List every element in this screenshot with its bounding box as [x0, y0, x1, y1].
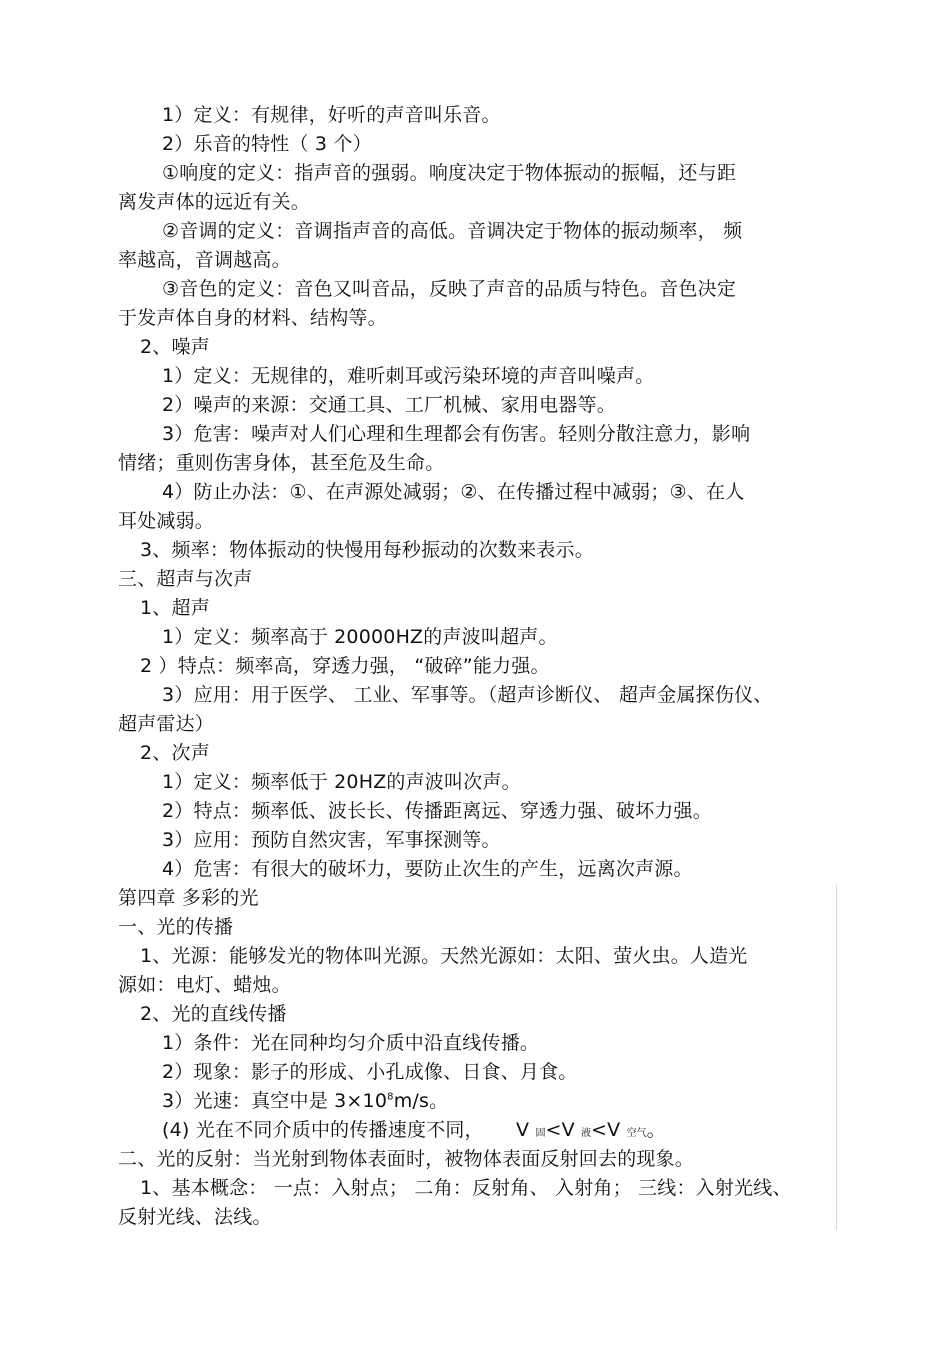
section-heading: 2、次声: [140, 742, 210, 764]
less-than-symbol: <V: [545, 1119, 575, 1141]
text-line: 1、光源：能够发光的物体叫光源。天然光源如：太阳、萤火虫。人造光: [140, 945, 748, 967]
margin-rule: [836, 885, 837, 1230]
text-line: 反射光线、法线。: [118, 1206, 272, 1228]
text-line: 1）定义：频率低于 20HZ的声波叫次声。: [162, 771, 521, 793]
light-speed-suffix: m/s。: [393, 1090, 449, 1112]
text-line: 2）特点：频率低、波长长、传播距离远、穿透力强、破坏力强。: [162, 800, 712, 822]
text-line: 1）条件：光在同种均匀介质中沿直线传播。: [162, 1032, 540, 1054]
text-line: ③音色的定义：音色又叫音品，反映了声音的品质与特色。音色决定: [162, 278, 737, 300]
text-line: 3）危害：噪声对人们心理和生理都会有伤害。轻则分散注意力，影响: [162, 423, 751, 445]
subscript-air: 空气: [626, 1128, 647, 1139]
chapter-section-heading: 二、光的反射：当光射到物体表面时，被物体表面反射回去的现象。: [118, 1148, 695, 1170]
light-speed-prefix: 3）光速：真空中是 3×10: [162, 1090, 388, 1112]
section-heading: 3、频率：物体振动的快慢用每秒振动的次数来表示。: [140, 539, 594, 561]
text-line: 于发声体自身的材料、结构等。: [118, 307, 387, 329]
text-line: 4）防止办法：①、在声源处减弱；②、在传播过程中减弱；③、在人: [162, 481, 745, 503]
section-heading: 2、噪声: [140, 336, 210, 358]
text-line: 1）定义：有规律，好听的声音叫乐音。: [162, 104, 501, 126]
text-line: 超声雷达）: [118, 713, 215, 735]
text-line: ②音调的定义：音调指声音的高低。音调决定于物体的振动频率， 频: [162, 220, 743, 242]
text-line: 3）应用：预防自然灾害，军事探测等。: [162, 829, 501, 851]
text-line: 1）定义：无规律的，难听刺耳或污染环境的声音叫噪声。: [162, 365, 655, 387]
velocity-text: (4) 光在不同介质中的传播速度不同，: [162, 1119, 484, 1141]
subscript-liquid: 液: [581, 1128, 592, 1139]
text-line: 1）定义：频率高于 20000HZ的声波叫超声。: [162, 626, 558, 648]
text-line: 2）噪声的来源：交通工具、工厂机械、家用电器等。: [162, 394, 616, 416]
text-line: 源如：电灯、蜡烛。: [118, 974, 291, 996]
less-than-symbol: <V: [591, 1119, 621, 1141]
velocity-comparison-line: [162, 1117, 666, 1147]
text-line: 率越高，音调越高。: [118, 249, 291, 271]
light-speed-line: [162, 1088, 448, 1114]
chapter-section-heading: 三、超声与次声: [118, 568, 253, 590]
text-line: 2）现象：影子的形成、小孔成像、日食、月食。: [162, 1061, 578, 1083]
text-line: 情绪；重则伤害身体，甚至危及生命。: [118, 452, 445, 474]
text-line: 离发声体的远近有关。: [118, 191, 311, 213]
text-line: 2）乐音的特性（ 3 个）: [162, 133, 372, 155]
text-line: 耳处减弱。: [118, 510, 215, 532]
section-heading: 1、超声: [140, 597, 210, 619]
velocity-symbol: V: [516, 1119, 530, 1141]
chapter-section-heading: 一、光的传播: [118, 916, 234, 938]
period: 。: [646, 1119, 666, 1141]
text-line: 1、基本概念： 一点：入射点； 二角：反射角、 入射角； 三线：入射光线、: [140, 1177, 792, 1199]
text-line: 2 ）特点：频率高，穿透力强， “破碎”能力强。: [140, 655, 550, 677]
exponent: 8: [387, 1091, 394, 1103]
chapter-title: 第四章 多彩的光: [118, 887, 259, 909]
text-line: 4）危害：有很大的破坏力，要防止次生的产生，远离次声源。: [162, 858, 693, 880]
section-heading: 2、光的直线传播: [140, 1003, 287, 1025]
text-line: 3）应用：用于医学、 工业、军事等。（超声诊断仪、 超声金属探伤仪、: [162, 684, 773, 706]
subscript-solid: 固: [535, 1128, 546, 1139]
text-line: ①响度的定义：指声音的强弱。响度决定于物体振动的振幅，还与距: [162, 162, 737, 184]
